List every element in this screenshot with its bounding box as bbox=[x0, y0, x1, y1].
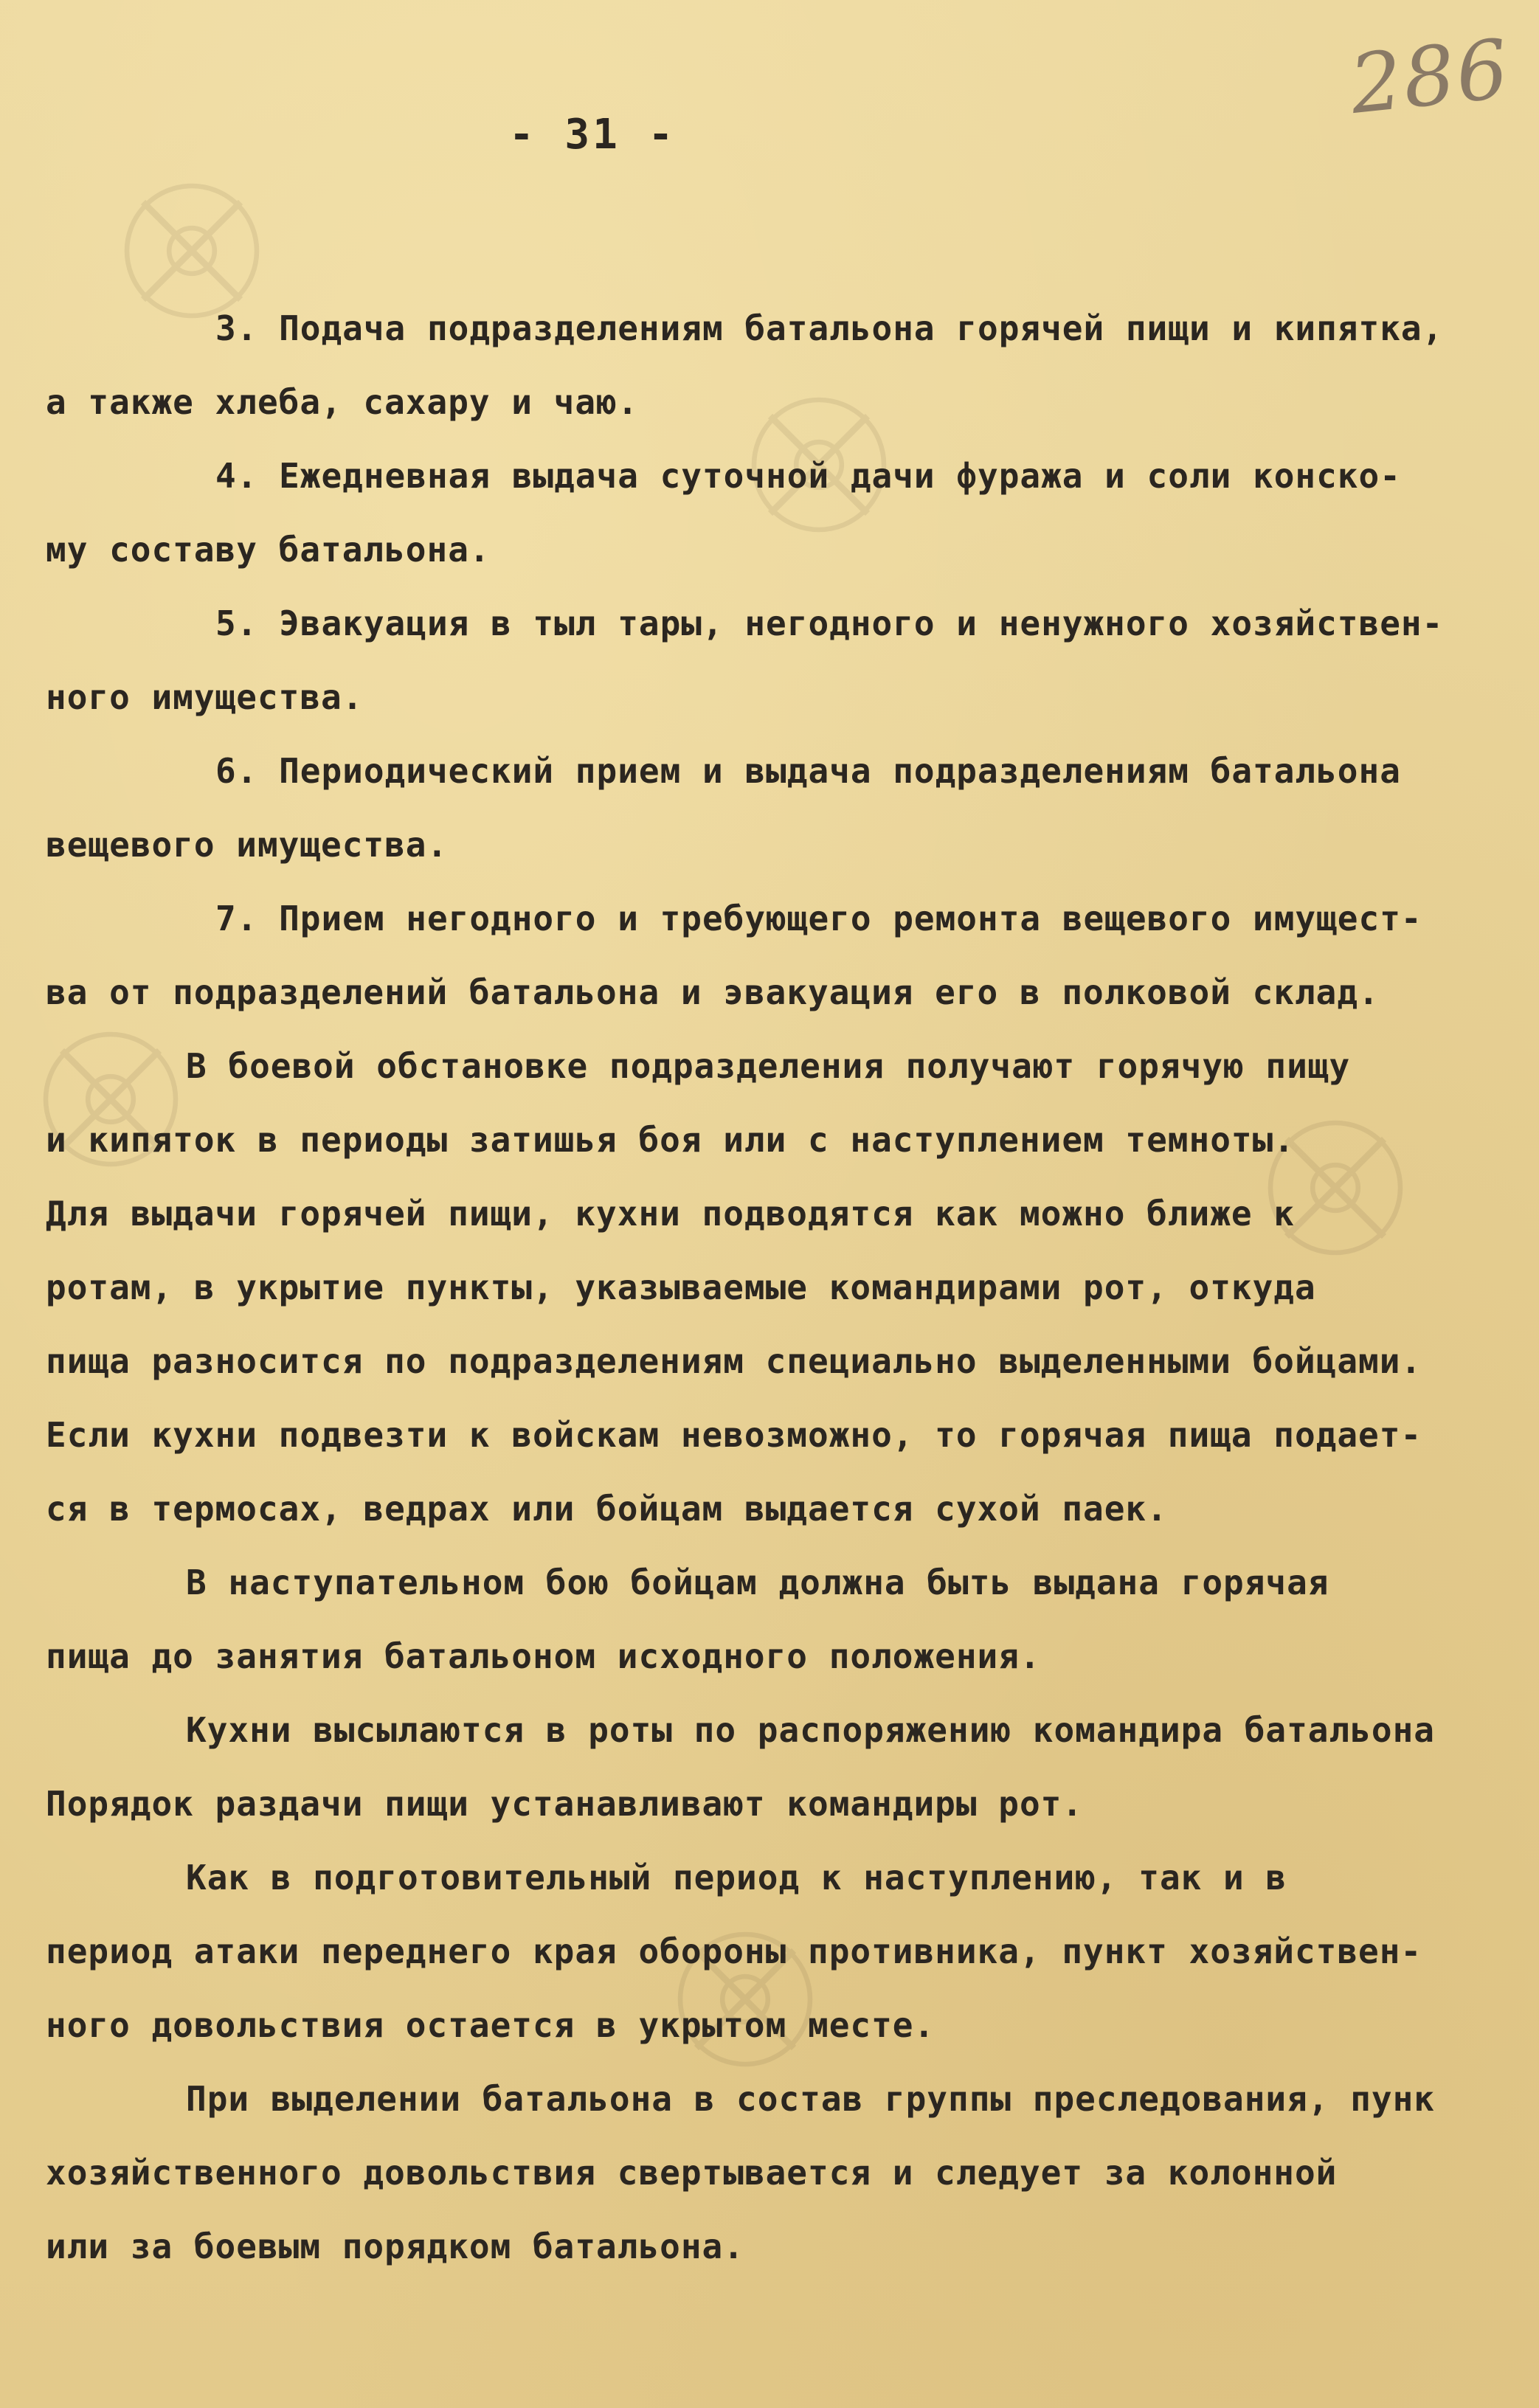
text-line: ного имущества. bbox=[46, 677, 364, 717]
text-line: Если кухни подвезти к войскам невозможно, то горячая пища подает- bbox=[46, 1415, 1422, 1455]
text-line: пища разносится по подразделениям специально выделенными бойцами. bbox=[46, 1341, 1422, 1381]
text-line: В боевой обстановке подразделения получают горячую пищу bbox=[186, 1046, 1351, 1086]
text-line: или за боевым порядком батальона. bbox=[46, 2227, 744, 2266]
text-line: Для выдачи горячей пищи, кухни подводятся как можно ближе к bbox=[46, 1194, 1295, 1234]
text-line: 4. Ежедневная выдача суточной дачи фуража и соли конско- bbox=[215, 456, 1401, 496]
text-line: Порядок раздачи пищи устанавливают командиры рот. bbox=[46, 1784, 1084, 1824]
archive-page-number: 286 bbox=[1345, 21, 1515, 132]
text-line: Кухни высылаются в роты по распоряжению командира батальона bbox=[186, 1710, 1435, 1750]
text-line: 6. Периодический прием и выдача подразделениям батальона bbox=[215, 751, 1401, 791]
text-line: хозяйственного довольствия свертывается и следует за колонной bbox=[46, 2153, 1338, 2193]
text-line: Как в подготовительный период к наступлению, так и в bbox=[186, 1858, 1287, 1897]
typed-text-body bbox=[46, 291, 1514, 2283]
text-line: вещевого имущества. bbox=[46, 825, 449, 865]
text-line: пища до занятия батальоном исходного положения. bbox=[46, 1636, 1041, 1676]
text-line: и кипяток в периоды затишья боя или с наступлением темноты. bbox=[46, 1120, 1295, 1160]
text-line: 3. Подача подразделениям батальона горячей пищи и кипятка, bbox=[215, 308, 1444, 348]
text-line: ся в термосах, ведрах или бойцам выдается сухой паек. bbox=[46, 1489, 1168, 1529]
page-number: - 31 - bbox=[509, 111, 677, 159]
text-line: В наступательном бою бойцам должна быть выдана горячая bbox=[186, 1563, 1329, 1602]
text-line: При выделении батальона в состав группы преследования, пунк bbox=[186, 2079, 1435, 2119]
text-line: период атаки переднего края обороны противника, пункт хозяйствен- bbox=[46, 1931, 1422, 1971]
text-line: 5. Эвакуация в тыл тары, негодного и ненужного хозяйствен- bbox=[215, 603, 1444, 643]
text-line: ва от подразделений батальона и эвакуация его в полковой склад. bbox=[46, 972, 1380, 1012]
text-line: ротам, в укрытие пункты, указываемые командирами рот, откуда bbox=[46, 1267, 1316, 1307]
text-line: ного довольствия остается в укрытом месте. bbox=[46, 2005, 935, 2045]
text-line: а также хлеба, сахару и чаю. bbox=[46, 382, 639, 422]
text-line: му составу батальона. bbox=[46, 530, 491, 570]
text-line: 7. Прием негодного и требующего ремонта вещевого имущест- bbox=[215, 899, 1422, 938]
